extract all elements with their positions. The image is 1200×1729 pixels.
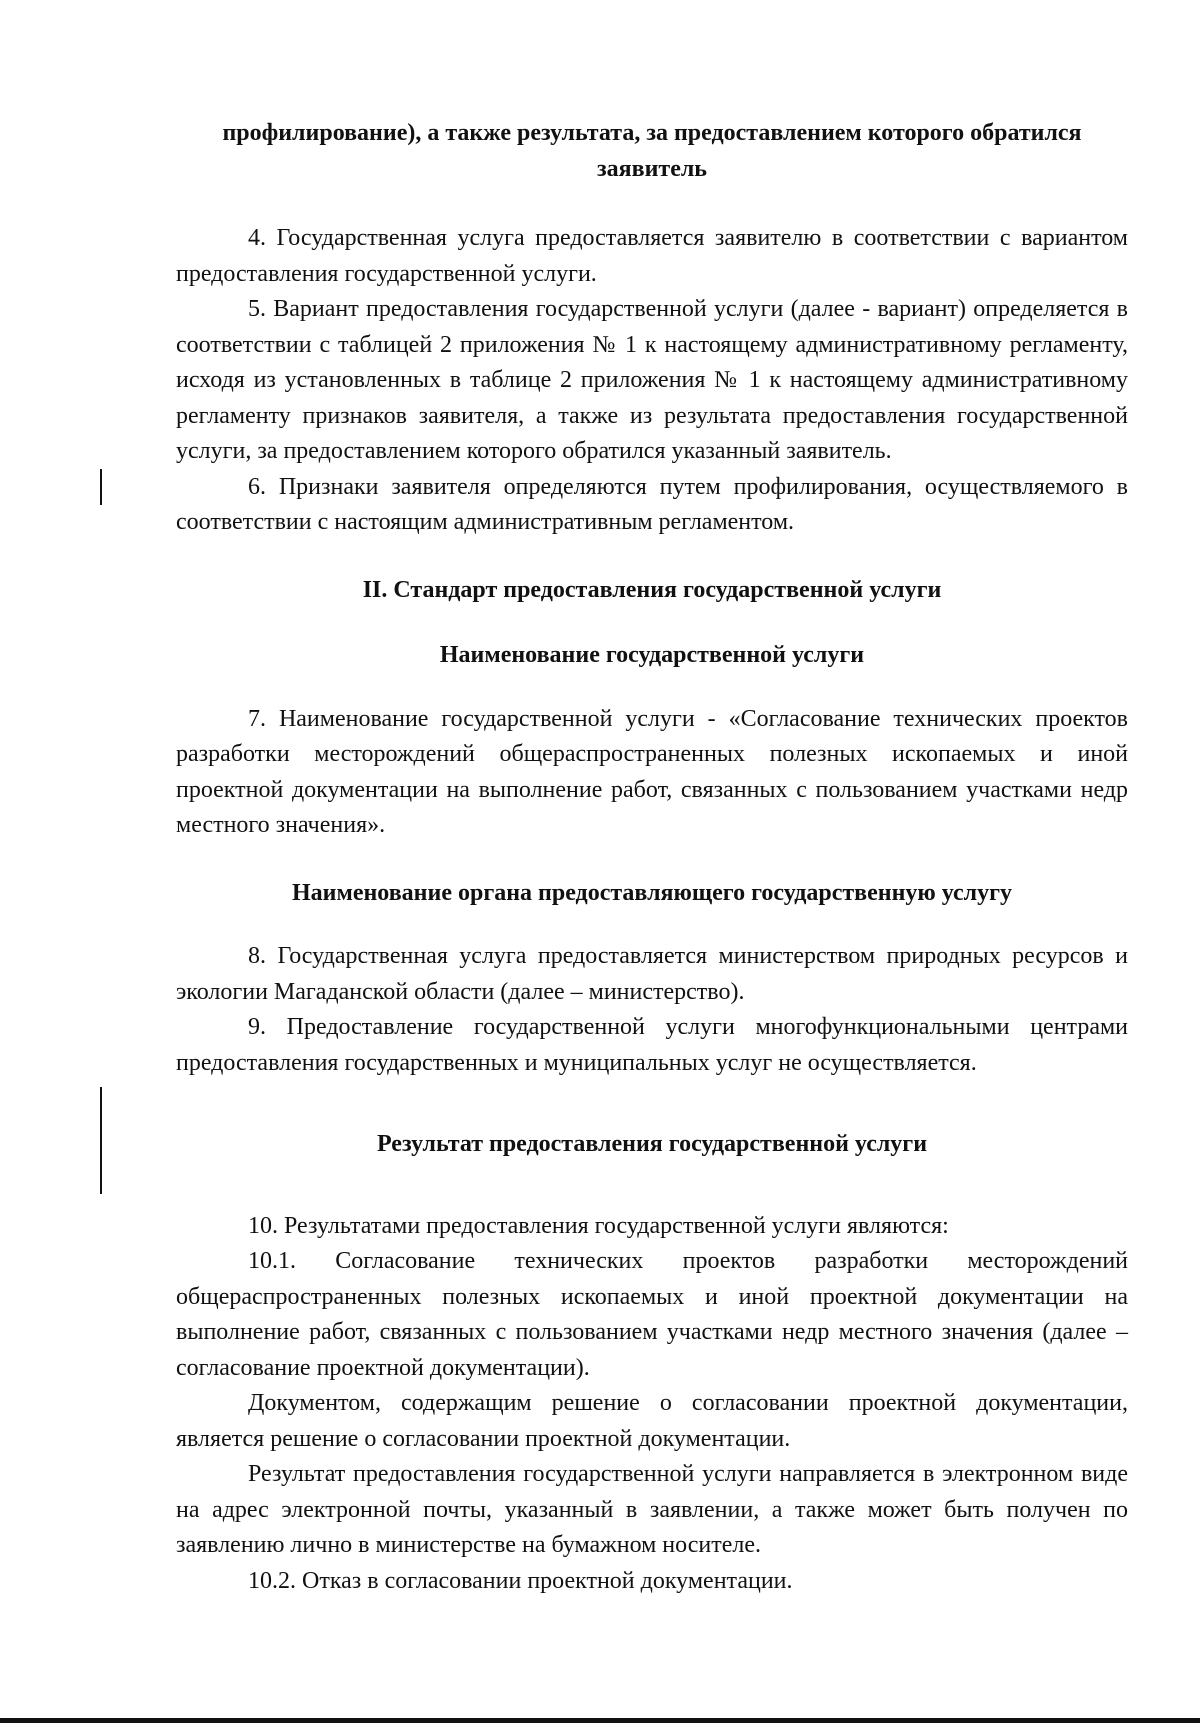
paragraph-10-1: 10.1. Согласование технических проектов разработки месторождений общераспространенных полезных ископаемых и иной проектной документации на выполнение работ, связанных с пользованием участками недр местного значения (далее – согласование проектной документации).: [176, 1248, 1128, 1381]
section-heading: II. Стандарт предоставления государственной услуги: [362, 576, 942, 603]
document-body: [176, 116, 1128, 1599]
subheading-service-name: Наименование государственной услуги: [439, 642, 865, 668]
top-heading: профилирование), а также результата, за предоставлением которого обратился заявитель: [222, 120, 1082, 182]
paragraph-result-delivery: Результат предоставления государственной услуги направляется в электронном виде на адрес электронной почты, указанный в заявлении, а также может быть получен по заявлению лично в министерстве на бумажном носителе.: [176, 1461, 1128, 1558]
paragraph-decision-document: Документом, содержащим решение о согласовании проектной документации, является решение о согласовании проектной документации.: [176, 1390, 1128, 1452]
subheading-authority: Наименование органа предоставляющего государственную услугу: [291, 879, 1013, 906]
subheading-result: Результат предоставления государственной услуги: [376, 1131, 928, 1157]
margin-change-bar: [100, 469, 102, 505]
bottom-border-line: [0, 1718, 1200, 1723]
paragraph-6: 6. Признаки заявителя определяются путем профилирования, осуществляемого в соответствии с настоящим административным регламентом.: [176, 473, 1128, 535]
paragraph-10: 10. Результатами предоставления государственной услуги являются:: [248, 1212, 949, 1239]
paragraph-7: 7. Наименование государственной услуги - «Согласование технических проектов разработки месторождений общераспространенных полезных ископаемых и иной проектной документации на выполнение работ, связанных с пользованием участками недр местного значения».: [176, 705, 1128, 838]
paragraph-8: 8. Государственная услуга предоставляется министерством природных ресурсов и экологии Магаданской области (далее – министерство).: [176, 943, 1128, 1005]
paragraph-4: 4. Государственная услуга предоставляется заявителю в соответствии с вариантом предоставления государственной услуги.: [176, 225, 1128, 287]
margin-change-bar: [100, 1087, 102, 1194]
paragraph-10-2: 10.2. Отказ в согласовании проектной документации.: [248, 1567, 793, 1594]
paragraph-9: 9. Предоставление государственной услуги многофункциональными центрами предоставления государственных и муниципальных услуг не осуществляется.: [176, 1014, 1128, 1076]
paragraph-5: 5. Вариант предоставления государственной услуги (далее - вариант) определяется в соответствии с таблицей 2 приложения № 1 к настоящему административному регламенту, исходя из установленных в таблице 2 приложения № 1 к настоящему административному регламенту признаков заявителя, а также из результата предоставления государственной услуги, за предоставлением которого обратился указанный заявитель.: [176, 296, 1128, 464]
